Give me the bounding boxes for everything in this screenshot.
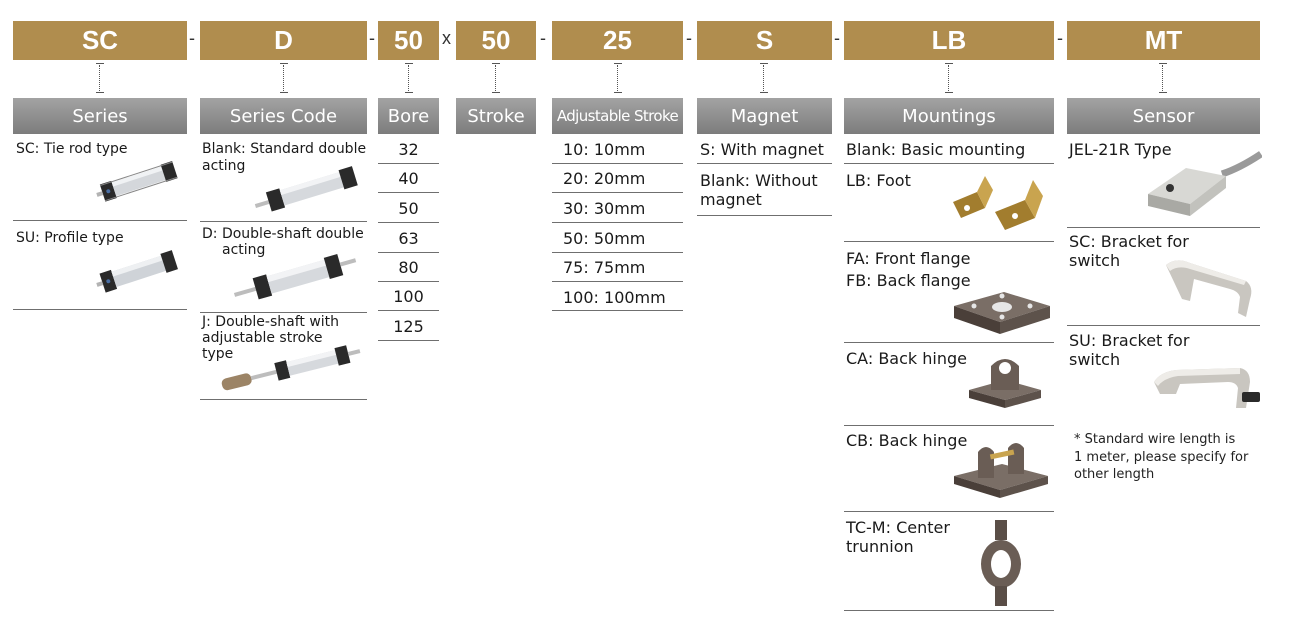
- trunnion-ring-icon: [976, 520, 1026, 608]
- divider: [697, 163, 832, 164]
- bore-value: 32: [398, 140, 419, 159]
- standard-cylinder-icon: [253, 160, 363, 220]
- divider: [552, 281, 683, 282]
- connector-line: [492, 63, 500, 93]
- header-series-code: Series Code: [200, 98, 367, 134]
- divider: [1067, 325, 1260, 326]
- divider: [552, 192, 683, 193]
- header-magnet: Magnet: [697, 98, 832, 134]
- mounting-item-fb: FB: Back flange: [846, 271, 971, 290]
- code-box-adjustable-stroke: [552, 21, 683, 60]
- code-mountings: LB: [931, 25, 967, 55]
- code-box-series: [13, 21, 187, 60]
- adjustable-stroke-value: 20: 20mm: [563, 169, 646, 188]
- sensor-note-line1: * Standard wire length is: [1074, 432, 1236, 447]
- double-shaft-cylinder-icon: [232, 243, 362, 311]
- mounting-item-tc-line1: TC-M: Center: [846, 518, 950, 537]
- magnet-item-blank-line2: magnet: [700, 190, 762, 209]
- sensor-item-sc-line1: SC: Bracket for: [1069, 232, 1189, 251]
- foot-bracket-icon: [945, 172, 1053, 234]
- code-magnet: S: [755, 25, 774, 55]
- separator-dash: -: [834, 28, 840, 48]
- divider: [378, 222, 439, 223]
- divider: [844, 511, 1054, 512]
- header-sensor: Sensor: [1067, 98, 1260, 134]
- connector-line: [614, 63, 622, 93]
- sensor-item-su-line1: SU: Bracket for: [1069, 331, 1190, 350]
- code-series: SC: [81, 25, 119, 55]
- separator-dash: -: [540, 28, 546, 48]
- divider: [378, 340, 439, 341]
- series-code-d-line1: D: Double-shaft double: [202, 226, 364, 242]
- magnet-item-s: S: With magnet: [700, 140, 824, 159]
- bore-value: 100: [393, 287, 424, 306]
- code-box-series-code: [200, 21, 367, 60]
- separator-dash: -: [369, 28, 375, 48]
- header-adjustable-stroke: Adjustable Stroke: [552, 98, 683, 134]
- divider: [378, 281, 439, 282]
- divider: [378, 310, 439, 311]
- profile-cylinder-icon: [95, 242, 185, 302]
- reed-switch-sensor-icon: [1140, 150, 1262, 226]
- sensor-item-jel: JEL-21R Type: [1069, 140, 1172, 159]
- header-bore: Bore: [378, 98, 439, 134]
- separator-x: x: [442, 28, 451, 48]
- adjustable-stroke-value: 30: 30mm: [563, 199, 646, 218]
- divider: [378, 192, 439, 193]
- divider: [552, 163, 683, 164]
- separator-dash: -: [1057, 28, 1063, 48]
- divider: [552, 222, 683, 223]
- divider: [200, 399, 367, 400]
- connector-line: [945, 63, 953, 93]
- adjustable-stroke-cylinder-icon: [218, 340, 366, 396]
- code-box-mountings: [844, 21, 1054, 60]
- adjustable-stroke-value: 75: 75mm: [563, 258, 646, 277]
- series-code-j-line1: J: Double-shaft with: [202, 314, 340, 330]
- tie-rod-cylinder-icon: [95, 152, 185, 212]
- divider: [844, 425, 1054, 426]
- mounting-item-lb: LB: Foot: [846, 171, 911, 190]
- code-series-code: D: [274, 25, 293, 55]
- series-code-d-line2: acting: [222, 242, 266, 258]
- single-hinge-icon: [965, 348, 1045, 410]
- divider: [1067, 227, 1260, 228]
- separator-dash: -: [686, 28, 692, 48]
- code-box-magnet: [697, 21, 832, 60]
- divider: [552, 310, 683, 311]
- switch-bracket-icon: [1160, 255, 1258, 321]
- connector-line: [405, 63, 413, 93]
- divider: [13, 309, 187, 310]
- divider: [844, 163, 1054, 164]
- series-code-blank-line2: acting: [202, 158, 246, 174]
- code-box-stroke: [456, 21, 536, 60]
- sensor-note-line3: other length: [1074, 467, 1155, 482]
- code-box-bore: [378, 21, 439, 60]
- code-sensor: MT: [1144, 25, 1183, 55]
- bore-value: 63: [398, 229, 419, 248]
- divider: [844, 610, 1054, 611]
- connector-line: [280, 63, 288, 93]
- bore-value: 50: [398, 199, 419, 218]
- divider: [200, 312, 367, 313]
- connector-line: [760, 63, 768, 93]
- divider: [378, 252, 439, 253]
- divider: [844, 241, 1054, 242]
- divider: [697, 215, 832, 216]
- series-item-sc: SC: Tie rod type: [16, 141, 128, 157]
- series-item-su: SU: Profile type: [16, 230, 124, 246]
- adjustable-stroke-value: 10: 10mm: [563, 140, 646, 159]
- code-adjustable-stroke: 25: [603, 25, 632, 55]
- divider: [552, 252, 683, 253]
- adjustable-stroke-value: 100: 100mm: [563, 288, 666, 307]
- header-mountings: Mountings: [844, 98, 1054, 134]
- header-series: Series: [13, 98, 187, 134]
- series-code-j-line3: type: [202, 346, 234, 362]
- divider: [13, 220, 187, 221]
- header-stroke: Stroke: [456, 98, 536, 134]
- bore-value: 125: [393, 317, 424, 336]
- switch-bracket-icon: [1150, 352, 1262, 414]
- connector-line: [1159, 63, 1167, 93]
- code-bore: 50: [394, 25, 423, 55]
- divider: [378, 163, 439, 164]
- bore-value: 80: [398, 258, 419, 277]
- flange-plate-icon: [948, 286, 1054, 342]
- code-box-sensor: [1067, 21, 1260, 60]
- code-stroke: 50: [481, 25, 511, 55]
- mounting-item-cb: CB: Back hinge: [846, 431, 968, 450]
- adjustable-stroke-value: 50: 50mm: [563, 229, 646, 248]
- mounting-item-tc-line2: trunnion: [846, 537, 914, 556]
- mounting-item-fa: FA: Front flange: [846, 249, 971, 268]
- mounting-item-ca: CA: Back hinge: [846, 349, 967, 368]
- series-code-j-line2: adjustable stroke: [202, 330, 323, 346]
- magnet-item-blank-line1: Blank: Without: [700, 171, 818, 190]
- bore-value: 40: [398, 169, 419, 188]
- sensor-item-su-line2: switch: [1069, 350, 1121, 369]
- double-hinge-icon: [950, 432, 1052, 500]
- separator-dash: -: [189, 28, 195, 48]
- sensor-note-line2: 1 meter, please specify for: [1074, 450, 1249, 465]
- mounting-item-blank: Blank: Basic mounting: [846, 140, 1026, 159]
- sensor-item-sc-line2: switch: [1069, 251, 1121, 270]
- divider: [844, 342, 1054, 343]
- divider: [200, 221, 367, 222]
- connector-line: [96, 63, 104, 93]
- series-code-blank-line1: Blank: Standard double: [202, 141, 367, 157]
